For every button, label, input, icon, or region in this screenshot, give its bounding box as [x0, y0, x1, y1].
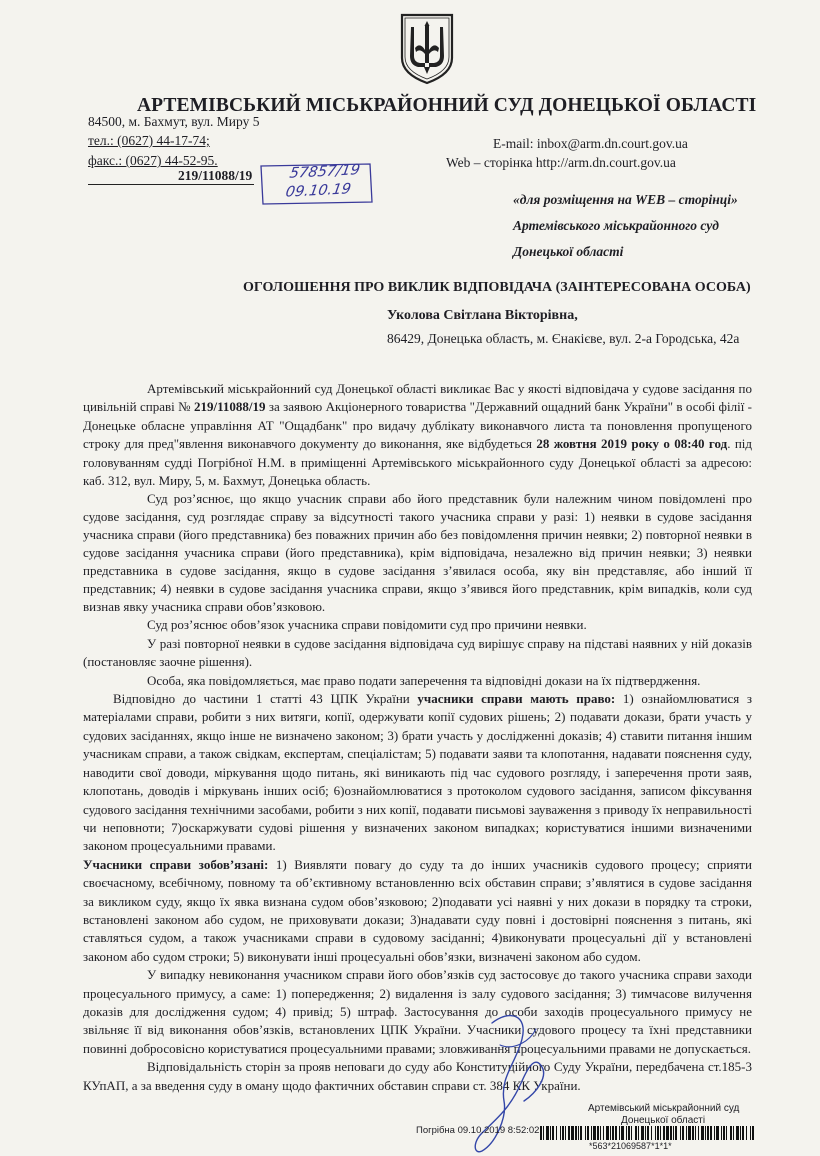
coat-of-arms-icon — [398, 12, 456, 86]
court-website: Web – сторінка http://arm.dn.court.gov.ua — [446, 155, 676, 170]
summons-text-cont: за заявою Акціонерного товариства "Державний ощадний банк України" в особі філії - Донецьке обласне управління АТ "Ощадбанк" про видачу дублікату виконавчого листа та поновлення пропущеного строку для пред"явлення виконавчого документу до виконання, яке відбудеться — [83, 399, 752, 452]
court-email: E-mail: inbox@arm.dn.court.gov.ua — [493, 136, 688, 151]
court-phone: тел.: (0627) 44-17-74; — [88, 133, 210, 148]
footer-judge-timestamp: Погрібна 09.10.2019 8:52:02 — [416, 1125, 540, 1136]
paragraph-party-duties — [83, 856, 752, 966]
registration-stamp — [258, 162, 376, 206]
paragraph-repeated-absence: У разі повторної неявки в судове засідання відповідача суд вирішує справу на підставі наявних у ній доказів (постановляє заочне рішення). — [83, 635, 752, 670]
paragraph-coercion: У випадку невиконання учасником справи його обов’язків суд застосовує до такого учасника справи заходи процесуального примусу, а саме: 1) попередження; 2) видалення із залу судового засідання; 3) тимчасове вилучення доказів для дослідження судом; 4) привід; 5) штраф. Застосування до особи заходів процесуального примусу не звільняє її від виконання обов’язків, встановлених ЦПК України. Учасники судового процесу та їхні представники повинні добросовісно користуватися процесуальними правами; зловживання процесуальними правами не допускається. — [83, 967, 752, 1056]
footer-organization: Артемівський міськрайонний суд — [588, 1103, 740, 1114]
hearing-date: 28 жовтня 2019 року о 08:40 год — [536, 436, 728, 452]
web-note-line3: Донецької області — [513, 244, 624, 259]
barcode-number: *563*21069587*1*1* — [589, 1141, 672, 1151]
notice-title: ОГОЛОШЕННЯ ПРО ВИКЛИК ВІДПОВІДАЧА (ЗАІНТЕРЕСОВАНА ОСОБА) — [243, 280, 751, 295]
paragraph-notify-duty: Суд роз’яснює обов’язок учасника справи повідомити суд про причини неявки. — [147, 617, 587, 633]
respondent-name: Уколова Світлана Вікторівна, — [387, 308, 578, 323]
court-fax: факс.: (0627) 44-52-95. — [88, 153, 218, 168]
summons-case-number: 219/11088/19 — [193, 399, 266, 415]
footer-region: Донецької області — [621, 1115, 706, 1126]
summons-text-end: . під головуванням судді Погрібної Н.М. в приміщенні Артемівського міськрайонного суду Донецької області за адресою: каб. 312, вул. Миру, 5, м. Бахмут, Донецька область. — [83, 436, 752, 489]
web-note-line1: «для розміщення на WEB – сторінці» — [513, 192, 738, 207]
paragraph-summons — [83, 380, 752, 490]
court-name: АРТЕМІВСЬКИЙ МІСЬКРАЙОННИЙ СУД ДОНЕЦЬКОЇ ОБЛАСТІ — [137, 95, 757, 116]
stamp-registration-number: 57857/19 — [288, 162, 362, 182]
rights-heading: учасники справи мають право: — [417, 691, 616, 707]
paragraph-objection-right: Особа, яка повідомляється, має право подати заперечення та відповідні докази на їх підтвердження. — [147, 672, 701, 688]
rights-intro: Відповідно до частини 1 статті 43 ЦПК України — [113, 691, 418, 707]
notice-body — [83, 380, 752, 1095]
duties-heading: Учасники справи зобов’язані: — [83, 856, 269, 872]
court-address: 84500, м. Бахмут, вул. Миру 5 — [88, 114, 260, 129]
paragraph-party-rights — [83, 690, 752, 856]
case-number: 219/11088/19 — [178, 168, 253, 183]
summons-text: Артемівський міськрайонний суд Донецької області викликає Вас у якості відповідача у судове засідання по цивільній справі № — [83, 381, 752, 415]
respondent-address: 86429, Донецька область, м. Єнакієве, вул. 2-а Городська, 42а — [387, 331, 740, 346]
duties-list: 1) Виявляти повагу до суду та до інших учасників судового процесу; сприяти своєчасному, всебічному, повному та об’єктивному встановленню всіх обставин справи; з’являтися в судове засідання за викликом суду, якщо їх явка визнана судом обов’язковою; 2)подавати усі наявні у них докази в порядку та строки, встановлені законом або судом, не приховувати докази; 3)надавати суду повні і достовірні пояснення з питань, які ставляться судом, а також учасниками справи в судовому засіданні; 4)виконувати процесуальні дії у встановлені законом або судом строки; 5) виконувати інші процесуальні обов’язки, визначені законом або судом. — [83, 856, 752, 964]
paragraph-absence-rules: Суд роз’яснює, що якщо учасник справи або його представник були належним чином повідомлені про судове засідання, суд розглядає справу за відсутності такого учасника справи у разі: 1) неявки в судове засідання учасника справи (його представника) без поважних причин або без повідомлення причин неявки; 2) повторної неявки в судове засідання учасника справи (його представника), крім відповідача, незалежно від причин неявки; 3) неявки представника в судове засідання, якщо в судове засідання з’явилася особа, яку він представляє, або інший її представник; 4) неявки в судове засідання учасника справи, якщо з’явився його представник, крім випадків, коли суд визнав явку учасника справи обов’язковою. — [83, 491, 752, 615]
paragraph-liability: Відповідальність сторін за прояв неповаги до суду або Конституційного Суду України, передбачена ст.185-3 КУпАП, а за введення суду в оману щодо фактичних обставин справи ст. 384 КК України. — [83, 1059, 752, 1093]
barcode-icon — [540, 1126, 755, 1140]
case-number-underline — [88, 184, 254, 185]
stamp-registration-date: 09.10.19 — [284, 181, 353, 201]
rights-list: 1) ознайомлюватися з матеріалами справи, робити з них витяги, копії, одержувати копії судових рішень; 2) подавати докази, брати участь у судових засіданнях, якщо інше не визначено законом; 3) брати участь у дослідженні доказів; 4) ставити питання іншим учасникам справи, а також свідкам, експертам, спеціалістам; 5) подавати заяви та клопотання, надавати пояснення суду, наводити свої доводи, міркування щодо питань, які виникають під час судового розгляду, і заперечення проти заяв, клопотань, доводів і міркувань інших осіб; 6)ознайомлюватися з протоколом судового засідання, записом фіксування судового засідання технічними засобами, робити з них копії, подавати письмові зауваження з приводу їх неправильності чи неповноти; 7)оскаржувати судові рішення у визначених законом випадках; користуватися іншими визначеними законом процесуальними правами. — [83, 691, 753, 854]
web-note-line2: Артемівського міськрайонного суд — [513, 218, 719, 233]
